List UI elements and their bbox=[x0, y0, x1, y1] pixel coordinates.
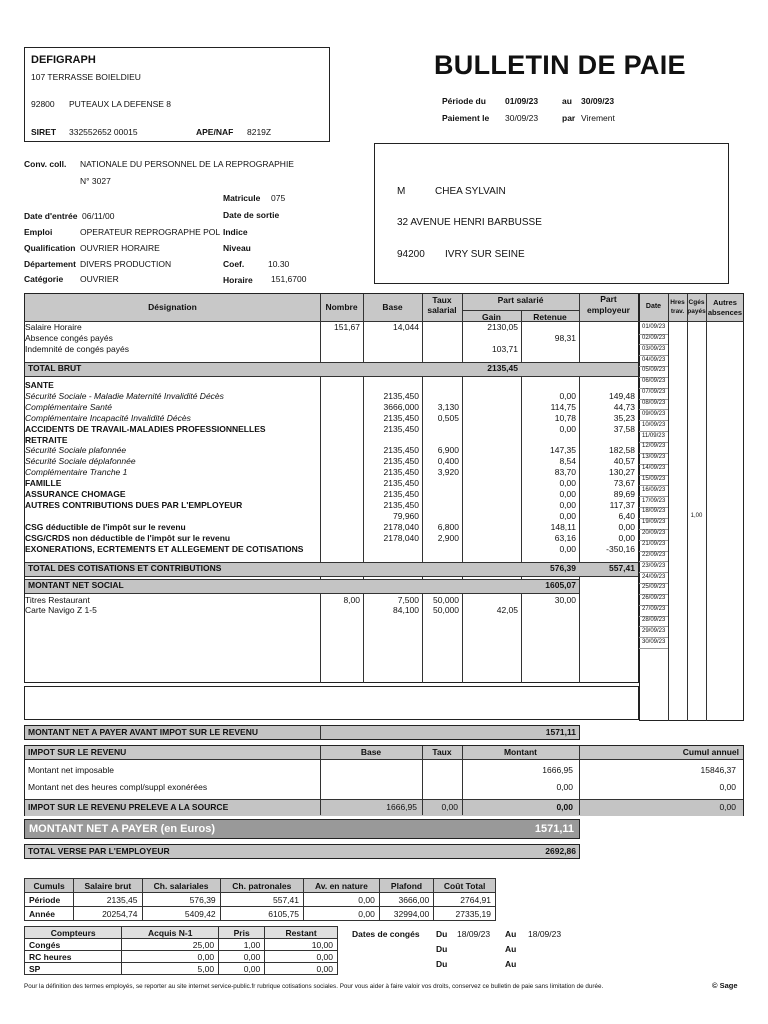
cot-retenue: 8,54 bbox=[559, 456, 576, 467]
row-base: 14,044 bbox=[393, 322, 419, 332]
date-cell: 08/09/23 bbox=[642, 399, 666, 406]
conges-au-label: Au bbox=[505, 929, 517, 939]
cot-retenue: 0,00 bbox=[559, 489, 576, 499]
cot-retenue: 147,35 bbox=[550, 445, 576, 456]
cot-retenue: 0,00 bbox=[559, 478, 576, 489]
net-avant-impot-value: 1571,11 bbox=[545, 727, 576, 737]
cumuls-row-label: Année bbox=[25, 907, 74, 921]
cot-retenue: 148,11 bbox=[550, 521, 576, 532]
other-nombre: 8,00 bbox=[343, 595, 360, 605]
cot-base: 2135,450 bbox=[383, 467, 419, 478]
col-nombre: Nombre bbox=[325, 302, 358, 312]
conv-number: N° 3027 bbox=[80, 176, 111, 186]
cot-base: 2135,450 bbox=[383, 489, 419, 499]
cot-designation: RETRAITE bbox=[25, 434, 68, 445]
pas-taux: 0,00 bbox=[441, 802, 458, 812]
cot-employeur: 149,48 bbox=[609, 390, 635, 401]
date-cell: 10/09/23 bbox=[642, 421, 666, 428]
compteurs-header: Acquis N-1 bbox=[122, 927, 219, 939]
date-cell: 09/09/23 bbox=[642, 410, 666, 417]
date-cell: 03/09/23 bbox=[642, 345, 666, 352]
compteurs-row bbox=[25, 951, 338, 963]
date-cell: 13/09/23 bbox=[642, 454, 666, 461]
cot-taux: 6,900 bbox=[437, 445, 459, 456]
date-cell: 12/09/23 bbox=[642, 443, 666, 450]
cot-base: 2135,450 bbox=[383, 423, 419, 434]
compteurs-row-label: SP bbox=[25, 963, 122, 975]
dept-label: Département bbox=[24, 259, 76, 269]
cot-designation: Sécurité Sociale - Maladie Maternité Invalidité Décès bbox=[25, 390, 224, 401]
col-designation: Désignation bbox=[148, 302, 197, 312]
qualif-value: OUVRIER HORAIRE bbox=[80, 243, 160, 253]
date-cell: 02/09/23 bbox=[642, 334, 666, 341]
conges-label: Dates de congés bbox=[352, 929, 420, 939]
cot-base: 2135,450 bbox=[383, 499, 419, 510]
cumuls-row bbox=[25, 893, 496, 907]
period-to: 30/09/23 bbox=[581, 96, 615, 106]
pas-cumul: 0,00 bbox=[719, 802, 736, 812]
total-cotisations-label: TOTAL DES COTISATIONS ET CONTRIBUTIONS bbox=[28, 563, 222, 573]
date-cell: 20/09/23 bbox=[642, 530, 666, 537]
blank-box bbox=[24, 686, 639, 720]
col-gain: Gain bbox=[482, 312, 501, 322]
cot-retenue: 0,00 bbox=[559, 543, 576, 554]
employer-address: 107 TERRASSE BOIELDIEU bbox=[31, 72, 141, 82]
date-cell: 14/09/23 bbox=[642, 465, 666, 472]
cot-designation: CSG/CRDS non déductible de l'impôt sur le revenu bbox=[25, 532, 231, 543]
row-designation: Indemnité de congés payés bbox=[25, 344, 129, 354]
cot-employeur: 117,37 bbox=[609, 499, 635, 510]
impot-label: IMPOT SUR LE REVENU bbox=[28, 747, 127, 757]
payment-method: Virement bbox=[581, 113, 615, 123]
imposable-cumul: 15846,37 bbox=[700, 765, 736, 775]
other-taux: 50,000 bbox=[433, 595, 459, 605]
compteurs-cell: 0,00 bbox=[219, 951, 265, 963]
date-cell: 19/09/23 bbox=[642, 519, 666, 526]
employer-box bbox=[24, 47, 330, 142]
cot-employeur: 37,58 bbox=[613, 423, 635, 434]
cumuls-cell: 0,00 bbox=[303, 907, 379, 921]
cot-employeur: 182,58 bbox=[609, 445, 635, 456]
cot-retenue: 0,00 bbox=[559, 423, 576, 434]
col-hres: Hres trav. bbox=[670, 299, 685, 315]
cot-employeur: 35,23 bbox=[613, 412, 635, 423]
imposable-value: 1666,95 bbox=[542, 765, 573, 775]
compteurs-row-label: RC heures bbox=[25, 951, 122, 963]
compteurs-cell: 0,00 bbox=[219, 963, 265, 975]
compteurs-row bbox=[25, 939, 338, 951]
net-a-payer-value: 1571,11 bbox=[534, 823, 574, 835]
conv-value: NATIONALE DU PERSONNEL DE LA REPROGRAPHIE bbox=[80, 159, 294, 169]
other-taux: 50,000 bbox=[433, 605, 459, 615]
emploi-value: OPERATEUR REPROGRAPHE POL bbox=[80, 227, 221, 237]
date-cell: 21/09/23 bbox=[642, 541, 666, 547]
cot-taux: 0,505 bbox=[437, 412, 459, 423]
cot-retenue: 0,00 bbox=[559, 510, 576, 521]
col-cges: Cgés payés bbox=[687, 299, 706, 315]
cumuls-cell: 6105,75 bbox=[220, 907, 303, 921]
impot-montant-label: Montant bbox=[503, 747, 538, 757]
cot-designation: ACCIDENTS DE TRAVAIL-MALADIES PROFESSIONNELLES bbox=[25, 423, 266, 434]
cumuls-cell: 2764,91 bbox=[434, 893, 496, 907]
employer-postcode: 92800 bbox=[31, 99, 55, 109]
cumuls-cell: 3666,00 bbox=[379, 893, 433, 907]
col-retenue: Retenue bbox=[533, 312, 567, 322]
compteurs-cell: 5,00 bbox=[122, 963, 219, 975]
compteurs-cell: 10,00 bbox=[265, 939, 338, 951]
employee-city: IVRY SUR SEINE bbox=[445, 249, 525, 260]
cot-employeur: 73,67 bbox=[613, 478, 635, 489]
cot-designation: AUTRES CONTRIBUTIONS DUES PAR L'EMPLOYEUR bbox=[25, 499, 243, 510]
date-cell: 16/09/23 bbox=[642, 486, 666, 493]
exo-label: Montant net des heures compl/suppl exonérées bbox=[28, 782, 208, 792]
payment-par-label: par bbox=[562, 113, 576, 123]
other-designation: Titres Restaurant bbox=[25, 595, 90, 605]
cumuls-header: Ch. patronales bbox=[220, 879, 303, 893]
conges-du-label-3: Du bbox=[436, 959, 448, 969]
cumuls-row bbox=[25, 907, 496, 921]
cumuls-cell: 0,00 bbox=[303, 893, 379, 907]
conges-au-label-2: Au bbox=[505, 944, 517, 954]
date-row-line bbox=[639, 648, 668, 649]
cot-base: 2178,040 bbox=[383, 521, 419, 532]
cot-designation: EXONERATIONS, ECRTEMENTS ET ALLEGEMENT DE COTISATIONS bbox=[25, 543, 304, 554]
date-cell: 04/09/23 bbox=[642, 356, 666, 363]
cot-employeur: 40,57 bbox=[613, 456, 635, 467]
payment-label: Paiement le bbox=[442, 113, 490, 123]
compteurs-cell: 0,00 bbox=[265, 963, 338, 975]
employee-name: CHEA SYLVAIN bbox=[435, 186, 506, 197]
total-cotisations-employeur: 557,41 bbox=[609, 563, 635, 573]
imposable-label: Montant net imposable bbox=[28, 765, 114, 775]
siret-value: 332552652 00015 bbox=[69, 127, 138, 137]
conv-label: Conv. coll. bbox=[24, 159, 67, 169]
row-designation: Salaire Horaire bbox=[25, 322, 82, 332]
net-social-value: 1605,07 bbox=[545, 580, 576, 590]
row-designation: Absence congés payés bbox=[25, 333, 113, 343]
cumuls-header: Salaire brut bbox=[74, 879, 142, 893]
date-cell: 18/09/23 bbox=[642, 508, 666, 515]
cot-base: 2178,040 bbox=[383, 532, 419, 543]
other-designation: Carte Navigo Z 1-5 bbox=[25, 605, 97, 615]
page-title: BULLETIN DE PAIE bbox=[434, 50, 686, 80]
row-gain: 103,71 bbox=[492, 344, 518, 354]
cot-base: 2135,450 bbox=[383, 445, 419, 456]
col-part-employeur: Part employeur bbox=[587, 294, 630, 315]
net-social-label: MONTANT NET SOCIAL bbox=[28, 580, 124, 590]
cat-value: OUVRIER bbox=[80, 274, 119, 284]
cot-base: 79,960 bbox=[393, 510, 419, 521]
cot-taux: 6,800 bbox=[437, 521, 459, 532]
qualif-label: Qualification bbox=[24, 243, 76, 253]
cot-retenue: 0,00 bbox=[559, 390, 576, 401]
cot-taux: 2,900 bbox=[437, 532, 459, 543]
cumuls-cell: 576,39 bbox=[142, 893, 220, 907]
cges-mark: 1,00 bbox=[690, 513, 703, 519]
total-brut-bar bbox=[25, 362, 638, 377]
cot-retenue: 83,70 bbox=[554, 467, 576, 478]
compteurs-cell: 1,00 bbox=[219, 939, 265, 951]
cot-taux: 3,920 bbox=[437, 467, 459, 478]
matricule-label: Matricule bbox=[223, 193, 261, 203]
indice-label: Indice bbox=[223, 227, 248, 237]
cot-base: 2135,450 bbox=[383, 390, 419, 401]
cat-label: Catégorie bbox=[24, 274, 64, 284]
cumuls-header: Ch. salariales bbox=[142, 879, 220, 893]
date-cell: 11/09/23 bbox=[642, 432, 665, 439]
matricule-value: 075 bbox=[271, 193, 286, 203]
compteurs-row bbox=[25, 963, 338, 975]
date-cell: 17/09/23 bbox=[642, 497, 666, 504]
date-cell: 24/09/23 bbox=[642, 573, 666, 580]
total-brut-label: TOTAL BRUT bbox=[28, 363, 82, 373]
compteurs-header: Compteurs bbox=[25, 927, 122, 939]
impot-taux-label: Taux bbox=[432, 747, 452, 757]
entree-value: 06/11/00 bbox=[82, 211, 115, 221]
horaire-label: Horaire bbox=[223, 275, 253, 285]
other-retenue: 30,00 bbox=[554, 595, 576, 605]
cumuls-cell: 27335,19 bbox=[434, 907, 496, 921]
impot-cumul-label: Cumul annuel bbox=[682, 747, 739, 757]
cumuls-table bbox=[24, 878, 496, 921]
cot-retenue: 63,16 bbox=[554, 532, 576, 543]
cot-employeur: 0,00 bbox=[618, 521, 635, 532]
exo-value: 0,00 bbox=[556, 782, 573, 792]
dept-value: DIVERS PRODUCTION bbox=[80, 259, 172, 269]
payment-date: 30/09/23 bbox=[505, 113, 539, 123]
compteurs-row-label: Congés bbox=[25, 939, 122, 951]
pas-base: 1666,95 bbox=[386, 802, 417, 812]
cot-employeur: -350,16 bbox=[606, 543, 635, 554]
coef-label: Coef. bbox=[223, 259, 245, 269]
cot-base: 3666,000 bbox=[383, 401, 419, 412]
employee-address: 32 AVENUE HENRI BARBUSSE bbox=[397, 217, 542, 228]
exo-cumul: 0,00 bbox=[719, 782, 736, 792]
cot-employeur: 89,69 bbox=[613, 489, 635, 499]
coef-value: 10.30 bbox=[268, 259, 290, 269]
row-gain: 2130,05 bbox=[487, 322, 518, 332]
cumuls-header: Av. en nature bbox=[303, 879, 379, 893]
cumuls-cell: 557,41 bbox=[220, 893, 303, 907]
cot-taux: 0,400 bbox=[437, 456, 459, 467]
cumuls-cell: 20254,74 bbox=[74, 907, 142, 921]
col-date: Date bbox=[645, 303, 662, 310]
other-base: 7,500 bbox=[397, 595, 419, 605]
date-cell: 28/09/23 bbox=[642, 616, 666, 623]
conges-from: 18/09/23 bbox=[457, 929, 491, 939]
cot-base: 2135,450 bbox=[383, 478, 419, 489]
compteurs-header: Pris bbox=[219, 927, 265, 939]
other-gain: 42,05 bbox=[496, 605, 518, 615]
entree-label: Date d'entrée bbox=[24, 211, 78, 221]
employee-postcode: 94200 bbox=[397, 249, 425, 260]
total-verse-label: TOTAL VERSE PAR L'EMPLOYEUR bbox=[28, 846, 170, 856]
cot-designation: Sécurité Sociale plafonnée bbox=[25, 445, 127, 456]
date-cell: 07/09/23 bbox=[642, 389, 666, 396]
date-cell: 25/09/23 bbox=[642, 584, 666, 591]
compteurs-header: Restant bbox=[265, 927, 338, 939]
period-au-label: au bbox=[562, 96, 572, 106]
cot-base: 2135,450 bbox=[383, 456, 419, 467]
footer-text: Pour la définition des termes employés, se reporter au site internet service-public.fr rubrique cotisations sociales. Pour vous aider à faire valoir vos droits, conservez ce bulletin de paie sans limitation de durée. bbox=[24, 983, 604, 990]
cumuls-row-label: Période bbox=[25, 893, 74, 907]
compteurs-table bbox=[24, 926, 338, 975]
cumuls-cell: 32994,00 bbox=[379, 907, 433, 921]
col-part-salarie: Part salarié bbox=[497, 295, 544, 305]
niveau-label: Niveau bbox=[223, 243, 251, 253]
col-base: Base bbox=[382, 302, 403, 312]
sage-logo: © Sage bbox=[712, 981, 738, 990]
conges-au-label-3: Au bbox=[505, 959, 517, 969]
cot-designation: SANTE bbox=[25, 380, 54, 390]
cot-designation: Complémentaire Tranche 1 bbox=[25, 467, 128, 478]
cot-designation: ASSURANCE CHOMAGE bbox=[25, 489, 126, 499]
horaire-value: 151,6700 bbox=[271, 274, 307, 284]
cot-base: 2135,450 bbox=[383, 412, 419, 423]
net-avant-impot-label: MONTANT NET A PAYER AVANT IMPOT SUR LE REVENU bbox=[28, 727, 258, 737]
date-cell: 15/09/23 bbox=[642, 475, 666, 482]
employee-box bbox=[374, 143, 729, 284]
row-retenue: 98,31 bbox=[554, 333, 576, 343]
date-cell: 23/09/23 bbox=[642, 562, 666, 569]
cot-designation: FAMILLE bbox=[25, 478, 62, 489]
other-base: 84,100 bbox=[393, 605, 419, 615]
cot-retenue: 0,00 bbox=[559, 499, 576, 510]
sortie-label: Date de sortie bbox=[223, 210, 280, 220]
cumuls-header: Plafond bbox=[379, 879, 433, 893]
date-cell: 30/09/23 bbox=[642, 638, 666, 645]
date-cell: 06/09/23 bbox=[642, 378, 666, 385]
pas-montant: 0,00 bbox=[556, 802, 573, 812]
employee-civility: M bbox=[397, 186, 406, 197]
conges-to: 18/09/23 bbox=[528, 929, 562, 939]
cot-employeur: 44,73 bbox=[613, 401, 635, 412]
cumuls-cell: 5409,42 bbox=[142, 907, 220, 921]
pas-label: IMPOT SUR LE REVENU PRELEVE A LA SOURCE bbox=[28, 802, 229, 812]
compteurs-cell: 25,00 bbox=[122, 939, 219, 951]
total-brut-value: 2135,45 bbox=[487, 363, 518, 373]
col-autres: Autres absences bbox=[707, 298, 743, 317]
cumuls-header: Cumuls bbox=[25, 879, 74, 893]
date-cell: 26/09/23 bbox=[642, 595, 666, 602]
conges-du-label: Du bbox=[436, 929, 448, 939]
employer-name: DEFIGRAPH bbox=[31, 54, 96, 66]
cot-employeur: 130,27 bbox=[609, 467, 635, 478]
employer-city: PUTEAUX LA DEFENSE 8 bbox=[69, 99, 172, 109]
date-cell: 27/09/23 bbox=[642, 606, 666, 613]
net-a-payer-label: MONTANT NET A PAYER (en Euros) bbox=[29, 823, 215, 835]
total-cotisations-retenue: 576,39 bbox=[550, 563, 576, 573]
conges-du-label-2: Du bbox=[436, 944, 448, 954]
cot-retenue: 10,78 bbox=[554, 412, 576, 423]
cot-designation: Complémentaire Santé bbox=[25, 401, 112, 412]
date-cell: 29/09/23 bbox=[642, 627, 666, 634]
date-cell: 05/09/23 bbox=[642, 367, 666, 374]
cumuls-header: Coût Total bbox=[434, 879, 496, 893]
emploi-label: Emploi bbox=[24, 227, 53, 237]
cot-designation: CSG déductible de l'impôt sur le revenu bbox=[25, 521, 186, 532]
cot-employeur: 0,00 bbox=[618, 532, 635, 543]
compteurs-cell: 0,00 bbox=[265, 951, 338, 963]
ape-value: 8219Z bbox=[247, 127, 272, 137]
cumuls-cell: 2135,45 bbox=[74, 893, 142, 907]
cot-designation: Complémentaire Incapacité Invalidité Décès bbox=[25, 412, 191, 423]
period-label: Période du bbox=[442, 96, 486, 106]
cot-employeur: 6,40 bbox=[618, 510, 635, 521]
cot-taux: 3,130 bbox=[437, 401, 459, 412]
siret-label: SIRET bbox=[31, 127, 57, 137]
total-verse-value: 2692,86 bbox=[545, 846, 576, 856]
period-from: 01/09/23 bbox=[505, 96, 539, 106]
date-cell: 22/09/23 bbox=[642, 551, 666, 558]
cot-retenue: 114,75 bbox=[550, 401, 576, 412]
date-cell: 01/09/23 bbox=[642, 324, 666, 330]
col-taux: Taux salarial bbox=[427, 295, 457, 315]
cot-designation: Sécurité Sociale déplafonnée bbox=[25, 456, 136, 467]
impot-base-label: Base bbox=[360, 747, 382, 757]
row-nombre: 151,67 bbox=[334, 322, 360, 332]
ape-label: APE/NAF bbox=[196, 127, 234, 137]
compteurs-cell: 0,00 bbox=[122, 951, 219, 963]
